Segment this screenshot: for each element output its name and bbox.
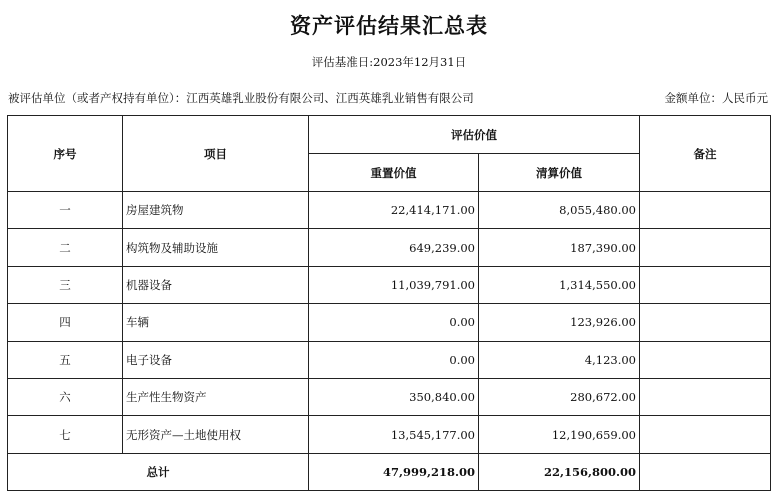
header-remark: 备注 <box>640 116 771 192</box>
total-row <box>8 453 771 490</box>
row-liquidation-value: 8,055,480.00 <box>479 192 640 229</box>
row-liquidation-value: 1,314,550.00 <box>479 266 640 303</box>
page-title: 资产评估结果汇总表 <box>290 13 488 38</box>
header-valuation: 评估价值 <box>309 116 640 154</box>
row-remark <box>640 378 771 415</box>
table-row <box>8 192 771 229</box>
row-index: 三 <box>8 266 123 303</box>
total-label: 总计 <box>8 453 309 490</box>
row-item: 无形资产—土地使用权 <box>123 416 309 453</box>
total-remark <box>640 453 771 490</box>
table-row <box>8 304 771 341</box>
row-remark <box>640 304 771 341</box>
table-row <box>8 229 771 266</box>
header-replacement-value: 重置价值 <box>309 154 479 192</box>
header-index: 序号 <box>8 116 123 192</box>
currency-unit: 金额单位：人民币元 <box>664 91 768 105</box>
row-index: 一 <box>8 192 123 229</box>
table-row <box>8 266 771 303</box>
total-liquidation-value: 22,156,800.00 <box>479 453 640 490</box>
total-replacement-value: 47,999,218.00 <box>309 453 479 490</box>
row-replacement-value: 0.00 <box>309 304 479 341</box>
row-remark <box>640 229 771 266</box>
appraised-entity: 被评估单位（或者产权持有单位）：江西英雄乳业股份有限公司、江西英雄乳业销售有限公司 <box>8 91 474 105</box>
row-remark <box>640 266 771 303</box>
row-remark <box>640 192 771 229</box>
row-remark <box>640 341 771 378</box>
row-liquidation-value: 4,123.00 <box>479 341 640 378</box>
row-replacement-value: 13,545,177.00 <box>309 416 479 453</box>
table-row <box>8 416 771 453</box>
valuation-base-date: 评估基准日:2023年12月31日 <box>311 55 467 69</box>
header-liquidation-value: 清算价值 <box>479 154 640 192</box>
row-replacement-value: 649,239.00 <box>309 229 479 266</box>
table-row <box>8 378 771 415</box>
row-liquidation-value: 12,190,659.00 <box>479 416 640 453</box>
table-row <box>8 341 771 378</box>
row-index: 二 <box>8 229 123 266</box>
row-remark <box>640 416 771 453</box>
row-item: 电子设备 <box>123 341 309 378</box>
row-index: 四 <box>8 304 123 341</box>
row-liquidation-value: 123,926.00 <box>479 304 640 341</box>
row-index: 七 <box>8 416 123 453</box>
row-liquidation-value: 280,672.00 <box>479 378 640 415</box>
row-item: 构筑物及辅助设施 <box>123 229 309 266</box>
row-item: 生产性生物资产 <box>123 378 309 415</box>
row-replacement-value: 350,840.00 <box>309 378 479 415</box>
row-replacement-value: 11,039,791.00 <box>309 266 479 303</box>
row-item: 房屋建筑物 <box>123 192 309 229</box>
asset-valuation-summary-table <box>7 115 771 491</box>
row-index: 六 <box>8 378 123 415</box>
row-index: 五 <box>8 341 123 378</box>
row-replacement-value: 0.00 <box>309 341 479 378</box>
row-item: 车辆 <box>123 304 309 341</box>
header-item: 项目 <box>123 116 309 192</box>
row-liquidation-value: 187,390.00 <box>479 229 640 266</box>
row-item: 机器设备 <box>123 266 309 303</box>
row-replacement-value: 22,414,171.00 <box>309 192 479 229</box>
